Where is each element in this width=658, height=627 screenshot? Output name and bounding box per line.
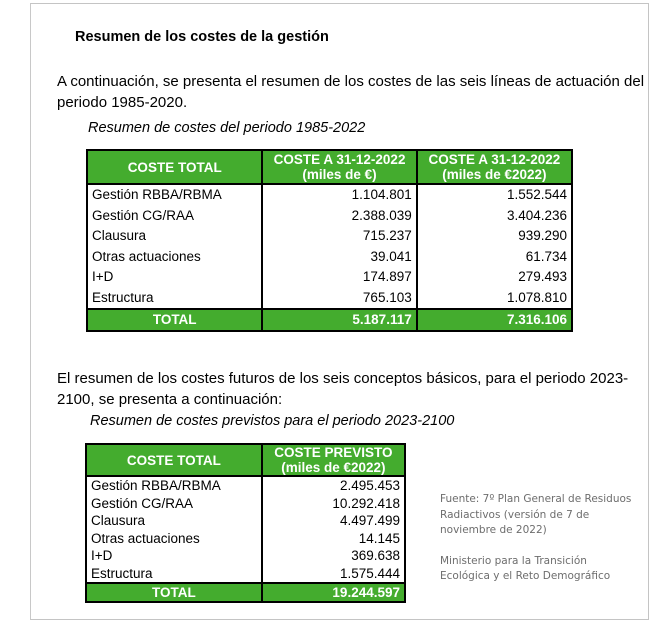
row-value-euros: 174.897 <box>262 267 416 288</box>
table-row <box>87 184 572 206</box>
header-unit: (miles de €2022) <box>442 167 547 182</box>
total-label: TOTAL <box>86 583 262 602</box>
row-label: I+D <box>87 267 262 288</box>
header-coste-euros-2022 <box>417 150 572 184</box>
row-label: Gestión CG/RAA <box>86 495 262 513</box>
table-row <box>86 565 405 584</box>
header-label: COSTE A 31-12-2022 <box>273 152 406 167</box>
row-value-euros: 715.237 <box>262 226 416 247</box>
table-header-row <box>87 150 572 184</box>
future-paragraph: El resumen de los costes futuros de los seis conceptos básicos, para el periodo 2023-2100, se presenta a continuación: <box>57 370 629 408</box>
row-label: Gestión RBBA/RBMA <box>87 184 262 206</box>
header-unit: (miles de €) <box>302 167 377 182</box>
row-value-euros-2022: 61.734 <box>417 247 572 268</box>
total-value: 19.244.597 <box>262 583 405 602</box>
total-value-euros: 5.187.117 <box>262 309 416 331</box>
table-row <box>87 226 572 247</box>
table-row <box>86 476 405 495</box>
row-label: Gestión CG/RAA <box>87 206 262 227</box>
row-value-euros: 765.103 <box>262 288 416 310</box>
row-value: 14.145 <box>262 530 405 548</box>
header-unit: (miles de €2022) <box>281 460 386 475</box>
row-value: 4.497.499 <box>262 512 405 530</box>
intro-paragraph: A continuación, se presenta el resumen de los costes de las seis líneas de actuación del periodo 1985-2020. <box>57 73 645 111</box>
row-value-euros-2022: 939.290 <box>417 226 572 247</box>
row-value-euros-2022: 3.404.236 <box>417 206 572 227</box>
table-row <box>87 247 572 268</box>
header-coste-total <box>87 150 262 184</box>
header-label: COSTE PREVISTO <box>274 445 393 460</box>
row-value: 1.575.444 <box>262 565 405 584</box>
row-label: Estructura <box>87 288 262 310</box>
row-label: Otras actuaciones <box>87 247 262 268</box>
section-title: Resumen de los costes de la gestión <box>75 29 329 45</box>
row-value-euros-2022: 1.078.810 <box>417 288 572 310</box>
table-row <box>87 206 572 227</box>
row-value-euros-2022: 1.552.544 <box>417 184 572 206</box>
table-row <box>86 512 405 530</box>
row-value: 2.495.453 <box>262 476 405 495</box>
source-note <box>440 492 640 585</box>
row-label: Clausura <box>86 512 262 530</box>
row-value-euros: 39.041 <box>262 247 416 268</box>
row-label: Estructura <box>86 565 262 584</box>
table-header-row <box>86 444 405 476</box>
table-row <box>87 267 572 288</box>
table-row <box>86 547 405 565</box>
header-coste-euros <box>262 150 416 184</box>
header-label: COSTE TOTAL <box>126 452 221 468</box>
header-coste-previsto <box>262 444 405 476</box>
table-row <box>87 288 572 310</box>
total-label: TOTAL <box>87 309 262 331</box>
table-row <box>86 495 405 513</box>
total-row <box>86 583 405 602</box>
row-label: Clausura <box>87 226 262 247</box>
row-value: 10.292.418 <box>262 495 405 513</box>
row-label: Gestión RBBA/RBMA <box>86 476 262 495</box>
total-row <box>87 309 572 331</box>
header-label: COSTE TOTAL <box>127 159 222 175</box>
row-label: I+D <box>86 547 262 565</box>
ministry-credit: Ministerio para la Transición Ecológica y el Reto Demográfico <box>440 554 611 582</box>
table2-caption: Resumen de costes previstos para el periodo 2023-2100 <box>90 413 455 429</box>
row-label: Otras actuaciones <box>86 530 262 548</box>
future-costs-table <box>85 443 406 603</box>
row-value-euros: 2.388.039 <box>262 206 416 227</box>
source-citation: Fuente: 7º Plan General de Residuos Radiactivos (versión de 7 de noviembre de 2022) <box>440 493 632 536</box>
table-row <box>86 530 405 548</box>
row-value-euros: 1.104.801 <box>262 184 416 206</box>
header-coste-total <box>86 444 262 476</box>
total-value-euros-2022: 7.316.106 <box>417 309 572 331</box>
row-value: 369.638 <box>262 547 405 565</box>
row-value-euros-2022: 279.493 <box>417 267 572 288</box>
header-label: COSTE A 31-12-2022 <box>428 152 561 167</box>
table1-caption: Resumen de costes del periodo 1985-2022 <box>88 120 366 136</box>
past-costs-table <box>86 149 573 332</box>
